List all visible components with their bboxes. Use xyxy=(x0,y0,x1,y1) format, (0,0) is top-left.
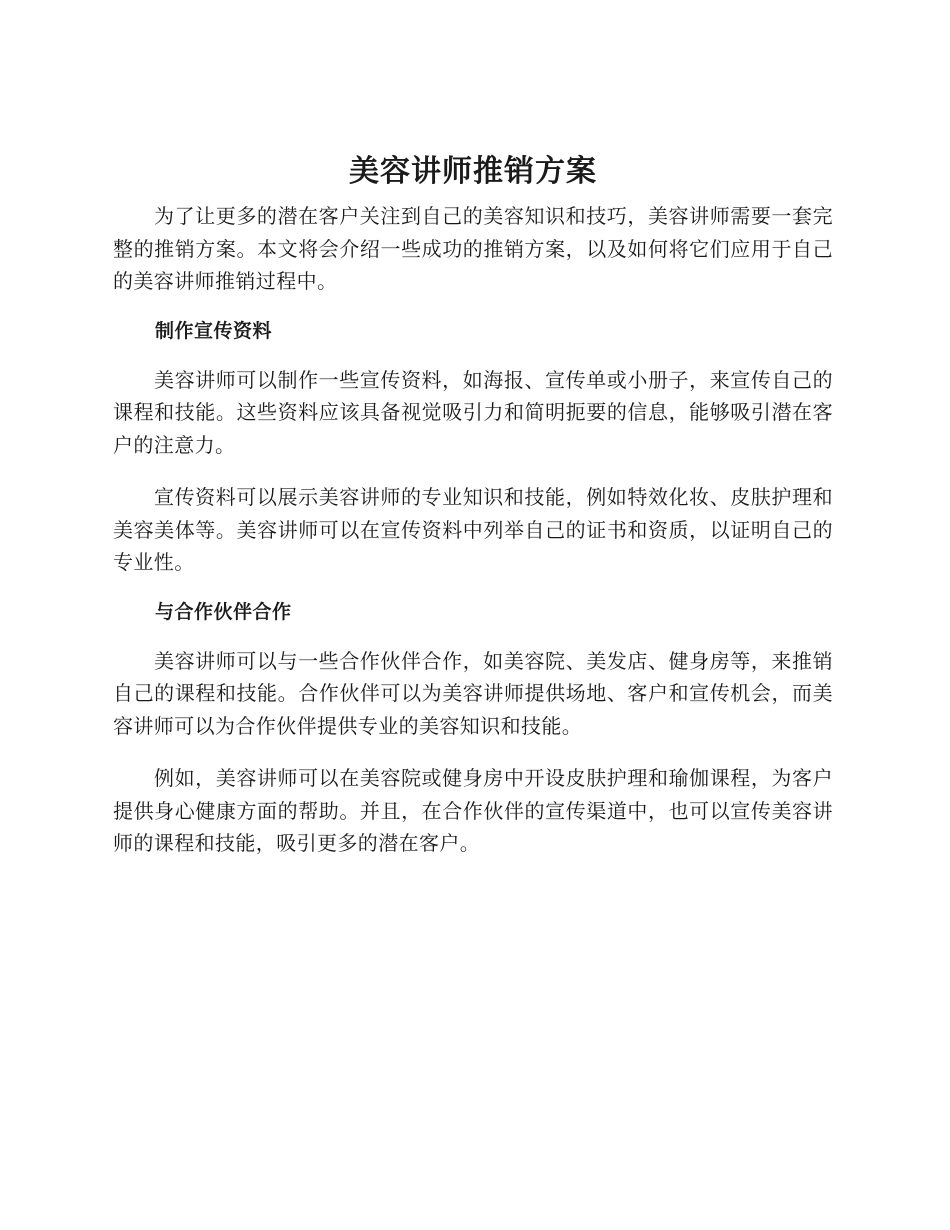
spacer xyxy=(113,627,833,645)
document-page xyxy=(113,150,833,860)
section-heading-promo-materials: 制作宣传资料 xyxy=(155,319,273,342)
spacer xyxy=(113,579,833,597)
spacer xyxy=(113,346,833,364)
spacer xyxy=(113,298,833,316)
body-paragraph: 美容讲师可以制作一些宣传资料，如海报、宣传单或小册子，来宣传自己的课程和技能。这些资料应该具备视觉吸引力和简明扼要的信息，能够吸引潜在客户的注意力。 xyxy=(113,367,833,457)
section-heading-partners: 与合作伙伴合作 xyxy=(155,600,292,623)
intro-paragraph: 为了让更多的潜在客户关注到自己的美容知识和技巧，美容讲师需要一套完整的推销方案。本文将会介绍一些成功的推销方案，以及如何将它们应用于自己的美容讲师推销过程中。 xyxy=(113,204,833,293)
document-title: 美容讲师推销方案 xyxy=(349,154,597,189)
body-paragraph: 例如，美容讲师可以在美容院或健身房中开设皮肤护理和瑜伽课程，为客户提供身心健康方面的帮助。并且，在合作伙伴的宣传渠道中，也可以宣传美容讲师的课程和技能，吸引更多的潜在客户。 xyxy=(113,766,833,855)
spacer xyxy=(113,461,833,481)
body-paragraph: 美容讲师可以与一些合作伙伴合作，如美容院、美发店、健身房等，来推销自己的课程和技能。合作伙伴可以为美容讲师提供场地、客户和宣传机会，而美容讲师可以为合作伙伴提供专业的美容知识和技能。 xyxy=(113,648,833,738)
body-paragraph: 宣传资料可以展示美容讲师的专业知识和技能，例如特效化妆、皮肤护理和美容美体等。美容讲师可以在宣传资料中列举自己的证书和资质，以证明自己的专业性。 xyxy=(113,485,833,574)
spacer xyxy=(113,742,833,762)
